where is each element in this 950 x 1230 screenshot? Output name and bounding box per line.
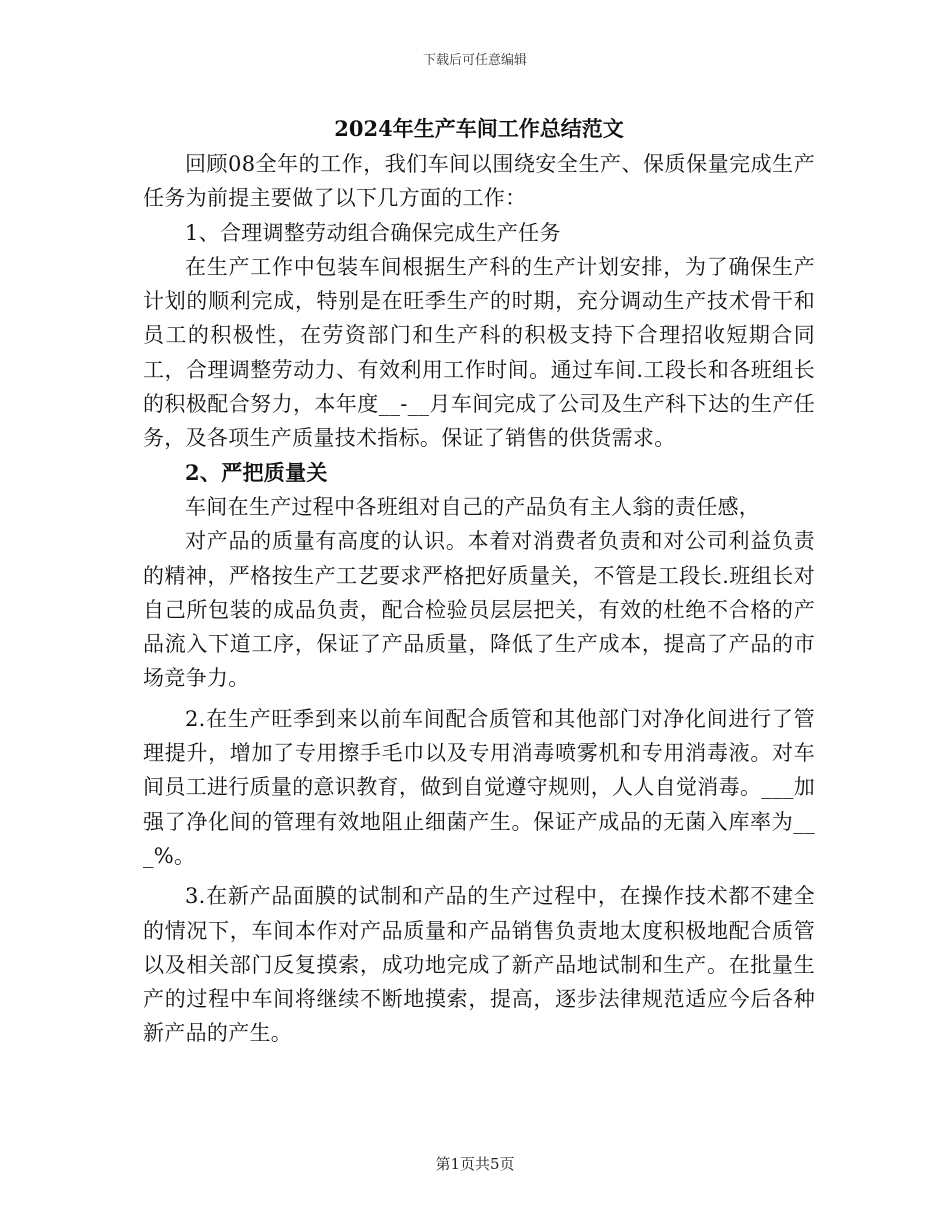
section-heading-2: 2、严把质量关 — [185, 459, 328, 485]
paragraph-point-2: 2.在生产旺季到来以前车间配合质管和其他部门对净化间进行了管理提升，增加了专用擦手毛巾以及专用消毒喷雾机和专用消毒液。对车间员工进行质量的意识教育，做到自觉遵守规则，人人自觉消毒。___加强了净化间的管理有效地阻止细菌产生。保证产成品的无菌入库率为___%。 — [143, 706, 815, 868]
paragraph-section-2-lead: 车间在生产过程中各班组对自己的产品负有主人翁的责任感， — [185, 494, 761, 519]
document-body — [143, 111, 815, 1051]
paragraph-section-2-body: 对产品的质量有高度的认识。本着对消费者负责和对公司利益负责的精神，严格按生产工艺要求严格把好质量关，不管是工段长.班组长对自己所包装的成品负责，配合检验员层层把关，有效的杜绝不合格的产品流入下道工序，保证了产品质量，降低了生产成本，提高了产品的市场竞争力。 — [143, 529, 815, 691]
section-heading-1: 1、合理调整劳动组合确保完成生产任务 — [185, 220, 561, 245]
paragraph-section-1: 在生产工作中包装车间根据生产科的生产计划安排，为了确保生产计划的顺利完成，特别是在旺季生产的时期，充分调动生产技术骨干和员工的积极性，在劳资部门和生产科的积极支持下合理招收短期合同工，合理调整劳动力、有效利用工作时间。通过车间.工段长和各班组长的积极配合努力，本年度__-__月车间完成了公司及生产科下达的生产任务，及各项生产质量技术指标。保证了销售的供货需求。 — [143, 254, 815, 451]
page-footer-number: 第1页共5页 — [435, 1155, 515, 1173]
document-title: 2024年生产车间工作总结范文 — [334, 116, 624, 141]
page-header-note: 下载后可任意编辑 — [422, 53, 527, 68]
paragraph-point-3: 3.在新产品面膜的试制和产品的生产过程中，在操作技术都不建全的情况下，车间本作对产品质量和产品销售负责地太度积极地配合质管以及相关部门反复摸索，成功地完成了新产品地试制和生产。在批量生产的过程中车间将继续不断地摸索，提高，逐步法律规范适应今后各种新产品的产生。 — [143, 884, 815, 1046]
paragraph-intro: 回顾08全年的工作，我们车间以围绕安全生产、保质保量完成生产任务为前提主要做了以下几方面的工作： — [143, 152, 815, 211]
